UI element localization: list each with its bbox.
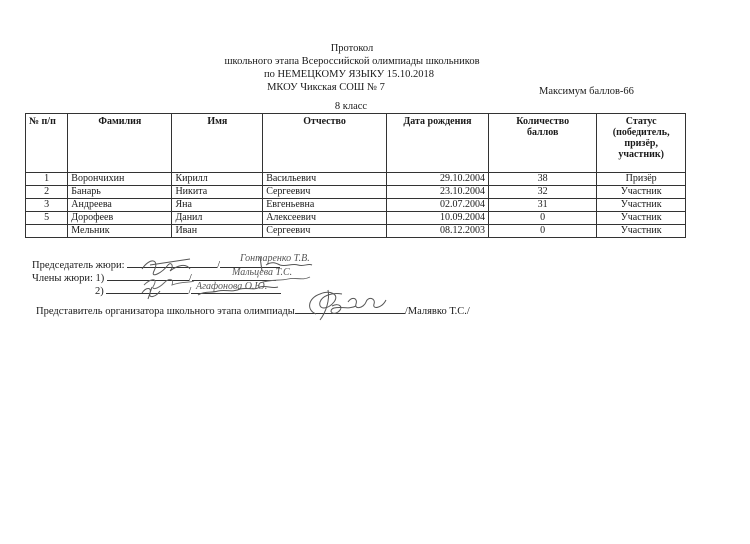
col-dob: Дата рождения — [386, 114, 488, 173]
organizer-handwritten-signature — [292, 284, 422, 328]
member1-handwritten-name: Мальцева Т.С. — [232, 267, 293, 278]
table-row — [26, 173, 686, 186]
max-score: Максимум баллов-66 — [539, 86, 634, 97]
col-status — [597, 114, 686, 173]
cell-patronymic: Сергеевич — [263, 186, 387, 199]
cell-status: Участник — [597, 186, 686, 199]
cell-num: 3 — [26, 199, 68, 212]
cell-dob: 23.10.2004 — [386, 186, 488, 199]
cell-patronymic: Васильевич — [263, 173, 387, 186]
doc-title: Протокол — [330, 43, 374, 54]
results-table — [25, 113, 686, 238]
table-row — [26, 186, 686, 199]
members-label: Члены жюри: 1) — [32, 273, 105, 284]
cell-last-name: Ворончихин — [68, 173, 172, 186]
cell-num: 2 — [26, 186, 68, 199]
grade-label: 8 класс — [334, 101, 368, 112]
table-row — [26, 225, 686, 238]
cell-last-name: Андреева — [68, 199, 172, 212]
cell-last-name: Банарь — [68, 186, 172, 199]
table-row — [26, 199, 686, 212]
subject-date: по НЕМЕЦКОМУ ЯЗЫКУ 15.10.2018 — [263, 69, 435, 80]
cell-score: 31 — [489, 199, 597, 212]
cell-status: Призёр — [597, 173, 686, 186]
cell-patronymic: Евгеньевна — [263, 199, 387, 212]
cell-score: 38 — [489, 173, 597, 186]
cell-status: Участник — [597, 199, 686, 212]
cell-score: 0 — [489, 212, 597, 225]
olympiad-name: школьного этапа Всероссийской олимпиады школьников — [224, 56, 480, 67]
cell-first-name: Данил — [172, 212, 263, 225]
cell-dob: 08.12.2003 — [386, 225, 488, 238]
cell-num — [26, 225, 68, 238]
col-score — [489, 114, 597, 173]
member1-separator: / — [188, 273, 192, 284]
col-score-line2: баллов — [526, 127, 559, 138]
col-num: № п/п — [26, 114, 68, 173]
cell-num: 5 — [26, 212, 68, 225]
chair-handwritten-name: Гонтаренко Т.В. — [240, 253, 310, 264]
school-name: МКОУ Чикская СОШ № 7 — [267, 82, 385, 93]
col-status-line4: участник) — [618, 149, 664, 160]
cell-dob: 02.07.2004 — [386, 199, 488, 212]
cell-last-name: Мельник — [68, 225, 172, 238]
member2-separator: / — [188, 286, 192, 297]
cell-last-name: Дорофеев — [68, 212, 172, 225]
cell-first-name: Иван — [172, 225, 263, 238]
cell-first-name: Кирилл — [172, 173, 263, 186]
col-score-line1: Количество — [516, 116, 570, 127]
cell-num: 1 — [26, 173, 68, 186]
cell-patronymic: Алексеевич — [263, 212, 387, 225]
col-patronymic: Отчество — [263, 114, 387, 173]
cell-dob: 29.10.2004 — [386, 173, 488, 186]
table-header-row — [26, 114, 686, 173]
col-status-line3: призёр, — [624, 138, 658, 149]
table-row — [26, 212, 686, 225]
col-first-name: Имя — [172, 114, 263, 173]
organizer-name: /Малявко Т.С./ — [404, 306, 470, 317]
cell-status: Участник — [597, 212, 686, 225]
cell-first-name: Яна — [172, 199, 263, 212]
cell-status: Участник — [597, 225, 686, 238]
col-status-line1: Статус — [625, 116, 657, 127]
cell-patronymic: Сергеевич — [263, 225, 387, 238]
organizer-label: Представитель организатора школьного этапа олимпиады — [36, 306, 295, 317]
col-last-name: Фамилия — [68, 114, 172, 173]
member2-handwritten-name: Агафонова О.Ю. — [196, 281, 268, 292]
cell-score: 32 — [489, 186, 597, 199]
chair-separator: / — [217, 260, 221, 271]
chair-label: Председатель жюри: — [32, 260, 125, 271]
col-status-line2: (победитель, — [612, 127, 670, 138]
cell-dob: 10.09.2004 — [386, 212, 488, 225]
member2-label: 2) — [95, 286, 104, 297]
cell-first-name: Никита — [172, 186, 263, 199]
cell-score: 0 — [489, 225, 597, 238]
